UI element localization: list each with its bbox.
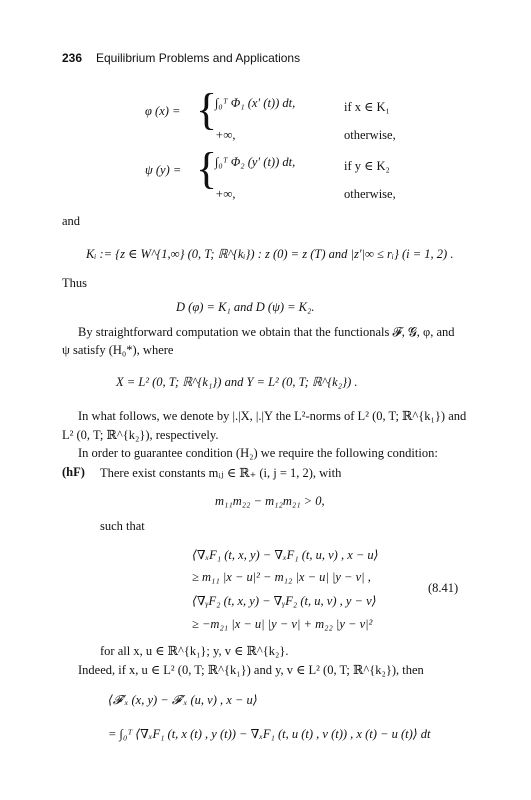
paragraph-1-line-2: ψ satisfy (H₀*), where [62, 343, 174, 357]
phi-case1-cond: if x ∈ K₁ [344, 100, 390, 114]
final-line-1: ⟨𝓕′ₓ (x, y) − 𝓕′ₓ (u, v) , x − u⟩ [108, 693, 258, 707]
thus-text: Thus [62, 276, 87, 290]
m-inequality: m₁₁m₂₂ − m₁₂m₂₁ > 0, [215, 494, 325, 508]
hf-label: (hF) [62, 465, 85, 479]
inequality-line-3: ⟨∇ᵧF₂ (t, x, y) − ∇ᵧF₂ (t, u, v) , y − v⟩ [192, 594, 377, 608]
equation-number: (8.41) [428, 581, 459, 595]
inequality-line-4: ≥ −m₂₁ |x − u| |y − v| + m₂₂ |y − v|² [192, 617, 373, 631]
hf-text: There exist constants mᵢⱼ ∈ ℝ₊ (i, j = 1, 2), with [100, 466, 342, 480]
paragraph-1-line-1: By straightforward computation we obtain that the functionals 𝓕, 𝓖, φ, and [78, 325, 455, 339]
domain-equation: D (φ) = K₁ and D (ψ) = K₂. [176, 300, 315, 314]
indeed-line: Indeed, if x, u ∈ L² (0, T; ℝ^{k₁}) and y, v ∈ L² (0, T; ℝ^{k₂}), then [78, 663, 424, 677]
paragraph-2-line-2: L² (0, T; ℝ^{k₂}), respectively. [62, 428, 219, 442]
psi-case1-cond: if y ∈ K₂ [344, 159, 390, 173]
such-that-text: such that [100, 519, 145, 533]
inequality-line-2: ≥ m₁₁ |x − u|² − m₁₂ |x − u| |y − v| , [192, 570, 371, 584]
paragraph-2-line-1: In what follows, we denote by |.|X, |.|Y the L²-norms of L² (0, T; ℝ^{k₁}) and [78, 409, 467, 423]
and-text: and [62, 214, 81, 228]
psi-lhs: ψ (y) = [145, 163, 182, 177]
inequality-line-1: ⟨∇ₓF₁ (t, x, y) − ∇ₓF₁ (t, u, v) , x − u⟩ [192, 548, 379, 562]
phi-case1-expr: ∫₀ᵀ Φ₁ (x′ (t)) dt, [215, 96, 296, 110]
phi-case2-expr: +∞, [215, 128, 236, 142]
phi-case2-cond: otherwise, [344, 128, 396, 142]
xy-definition: X = L² (0, T; ℝ^{k₁}) and Y = L² (0, T; ℝ^{k₂}) . [116, 375, 358, 389]
psi-brace: { [196, 144, 218, 193]
phi-brace: { [196, 85, 218, 134]
ki-definition: Kᵢ := {z ∈ W^{1,∞} (0, T; ℝ^{kᵢ}) : z (0) = z (T) and |z′|∞ ≤ rᵢ} (i = 1, 2) . [86, 247, 454, 261]
for-all-line: for all x, u ∈ ℝ^{k₁}; y, v ∈ ℝ^{k₂}. [100, 644, 289, 658]
page-number: 236 [62, 51, 83, 65]
final-line-2: = ∫₀ᵀ ⟨∇ₓF₁ (t, x (t) , y (t)) − ∇ₓF₁ (t, u (t) , v (t)) , x (t) − u (t)⟩ dt [108, 727, 431, 741]
running-title: Equilibrium Problems and Applications [96, 51, 301, 65]
phi-lhs: φ (x) = [145, 104, 181, 118]
psi-case1-expr: ∫₀ᵀ Φ₂ (y′ (t)) dt, [215, 155, 296, 169]
psi-case2-expr: +∞, [215, 187, 236, 201]
paragraph-3-line-1: In order to guarantee condition (H₂) we require the following condition: [78, 446, 438, 460]
psi-case2-cond: otherwise, [344, 187, 396, 201]
